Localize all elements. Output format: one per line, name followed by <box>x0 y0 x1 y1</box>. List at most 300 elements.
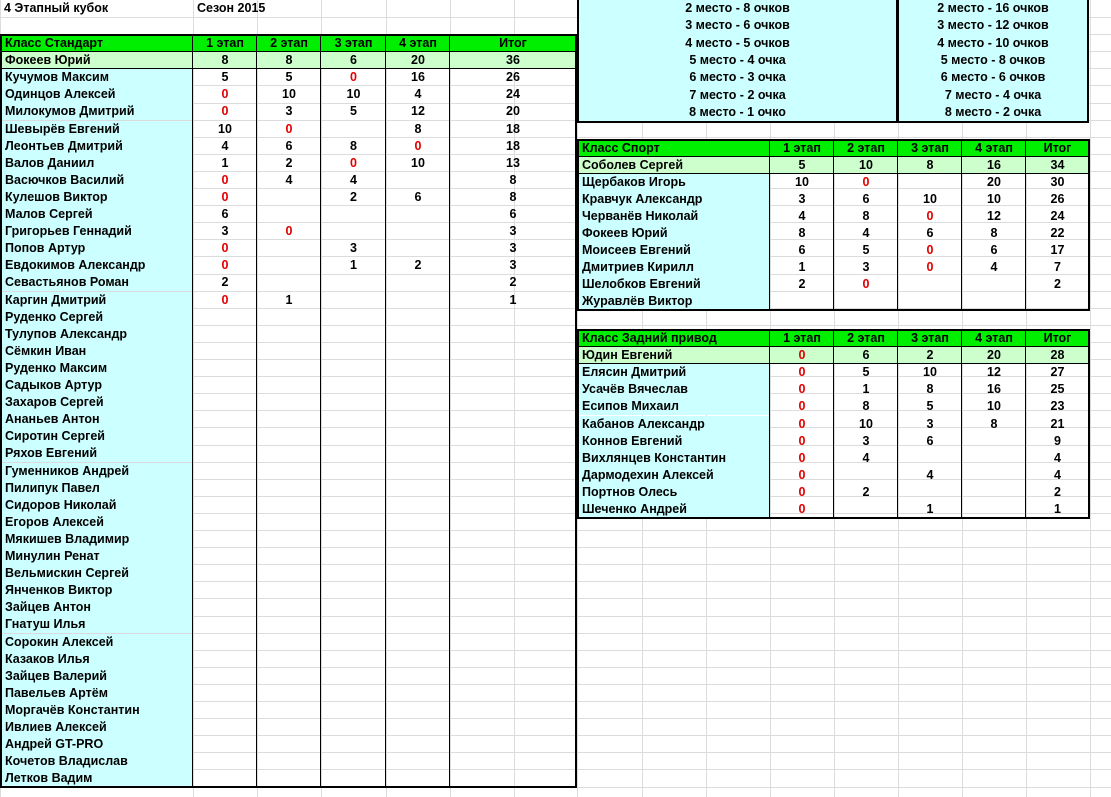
score-cell[interactable] <box>257 668 321 685</box>
score-cell[interactable] <box>386 582 450 599</box>
driver-name-cell[interactable]: Минулин Ренат <box>1 548 193 565</box>
score-cell[interactable]: 3 <box>509 241 517 256</box>
driver-name-cell[interactable]: Фокеев Юрий <box>578 225 770 242</box>
score-cell[interactable] <box>257 480 321 497</box>
score-cell[interactable] <box>450 736 576 753</box>
score-cell[interactable] <box>321 736 386 753</box>
score-cell[interactable]: 0 <box>798 365 806 380</box>
score-cell[interactable] <box>257 531 321 548</box>
score-cell[interactable] <box>386 599 450 616</box>
score-cell[interactable] <box>257 736 321 753</box>
score-cell[interactable]: 3 <box>862 433 870 448</box>
score-cell[interactable]: 3 <box>285 104 293 119</box>
score-cell[interactable]: 8 <box>257 52 321 69</box>
driver-name-cell[interactable]: Пилипук Павел <box>1 480 193 497</box>
score-cell[interactable] <box>321 599 386 616</box>
score-cell[interactable]: 5 <box>862 365 870 380</box>
score-cell[interactable] <box>321 326 386 343</box>
score-cell[interactable] <box>257 548 321 565</box>
driver-name-cell[interactable]: Есипов Михаил <box>578 398 770 415</box>
score-cell[interactable]: 10 <box>346 87 361 102</box>
driver-name-cell[interactable]: Моргачёв Константин <box>1 702 193 719</box>
score-cell[interactable]: 2 <box>509 275 517 290</box>
score-cell[interactable] <box>257 206 321 223</box>
score-cell[interactable]: 28 <box>1026 347 1089 364</box>
driver-name-cell[interactable]: Янченков Виктор <box>1 582 193 599</box>
score-cell[interactable]: 8 <box>898 157 962 174</box>
score-cell[interactable]: 0 <box>798 502 806 516</box>
score-cell[interactable]: 21 <box>1050 416 1065 431</box>
score-cell[interactable]: 10 <box>987 399 1001 414</box>
score-cell[interactable]: 20 <box>386 52 450 69</box>
score-cell[interactable] <box>257 685 321 702</box>
score-cell[interactable]: 8 <box>926 382 934 397</box>
column-header[interactable]: 1 этап <box>770 330 834 347</box>
score-cell[interactable]: 20 <box>962 347 1026 364</box>
driver-name-cell[interactable]: Сиротин Сергей <box>1 428 193 445</box>
score-cell[interactable] <box>193 445 257 462</box>
score-cell[interactable]: 6 <box>926 433 934 448</box>
score-cell[interactable]: 20 <box>506 104 520 119</box>
score-cell[interactable] <box>193 599 257 616</box>
score-cell[interactable] <box>257 326 321 343</box>
score-cell[interactable] <box>257 309 321 326</box>
score-cell[interactable] <box>450 463 576 480</box>
score-cell[interactable]: 22 <box>1050 226 1065 240</box>
score-cell[interactable] <box>386 770 450 787</box>
score-cell[interactable]: 23 <box>1050 399 1065 414</box>
score-cell[interactable] <box>321 514 386 531</box>
score-cell[interactable] <box>193 668 257 685</box>
score-cell[interactable] <box>450 514 576 531</box>
score-cell[interactable] <box>386 753 450 770</box>
score-cell[interactable]: 0 <box>350 70 357 85</box>
score-cell[interactable] <box>386 702 450 719</box>
score-cell[interactable] <box>321 531 386 548</box>
score-cell[interactable] <box>386 480 450 497</box>
score-cell[interactable] <box>193 309 257 326</box>
score-cell[interactable]: 26 <box>506 70 520 85</box>
driver-name-cell[interactable]: Юдин Евгений <box>578 347 770 364</box>
score-cell[interactable] <box>257 274 321 291</box>
score-cell[interactable]: 0 <box>926 243 934 257</box>
score-cell[interactable]: 4 <box>285 172 293 187</box>
score-cell[interactable]: 4 <box>1054 467 1061 482</box>
column-header[interactable]: 4 этап <box>962 140 1026 157</box>
score-cell[interactable] <box>898 484 962 501</box>
score-cell[interactable] <box>898 293 962 310</box>
score-cell[interactable] <box>386 326 450 343</box>
score-cell[interactable] <box>962 501 1026 518</box>
score-cell[interactable] <box>450 531 576 548</box>
score-cell[interactable]: 0 <box>798 416 806 431</box>
score-cell[interactable]: 36 <box>450 52 576 69</box>
driver-name-cell[interactable]: Вихлянцев Константин <box>578 450 770 467</box>
score-cell[interactable] <box>321 360 386 377</box>
score-cell[interactable]: 0 <box>798 450 806 465</box>
score-cell[interactable]: 0 <box>926 260 934 274</box>
score-cell[interactable]: 2 <box>221 275 229 290</box>
score-cell[interactable] <box>898 174 962 191</box>
score-cell[interactable]: 0 <box>221 292 229 307</box>
driver-name-cell[interactable]: Кучумов Максим <box>1 69 193 86</box>
score-cell[interactable] <box>193 616 257 633</box>
score-cell[interactable] <box>321 480 386 497</box>
score-cell[interactable] <box>386 651 450 668</box>
driver-name-cell[interactable]: Гнатуш Илья <box>1 616 193 633</box>
score-cell[interactable] <box>193 702 257 719</box>
score-cell[interactable] <box>257 377 321 394</box>
score-cell[interactable] <box>450 770 576 787</box>
score-cell[interactable] <box>321 651 386 668</box>
score-cell[interactable]: 10 <box>834 157 898 174</box>
score-cell[interactable]: 3 <box>798 192 806 206</box>
score-cell[interactable]: 1 <box>926 502 934 516</box>
score-cell[interactable]: 8 <box>414 121 422 136</box>
score-cell[interactable] <box>321 770 386 787</box>
column-header[interactable]: Класс Стандарт <box>1 35 193 52</box>
score-cell[interactable] <box>962 433 1026 450</box>
score-cell[interactable]: 5 <box>350 104 357 119</box>
score-cell[interactable] <box>321 497 386 514</box>
column-header[interactable]: 3 этап <box>321 35 386 52</box>
driver-name-cell[interactable]: Фокеев Юрий <box>1 52 193 69</box>
score-cell[interactable]: 0 <box>221 104 229 119</box>
score-cell[interactable] <box>450 309 576 326</box>
score-cell[interactable]: 10 <box>923 365 937 380</box>
score-cell[interactable] <box>386 719 450 736</box>
score-cell[interactable] <box>834 501 898 518</box>
driver-name-cell[interactable]: Одинцов Алексей <box>1 86 193 103</box>
score-cell[interactable]: 0 <box>221 258 229 273</box>
score-cell[interactable]: 0 <box>926 209 934 223</box>
score-cell[interactable]: 1 <box>798 260 806 274</box>
score-cell[interactable]: 8 <box>862 399 870 414</box>
score-cell[interactable] <box>257 189 321 206</box>
score-cell[interactable] <box>386 343 450 360</box>
score-cell[interactable] <box>321 309 386 326</box>
driver-name-cell[interactable]: Ивлиев Алексей <box>1 719 193 736</box>
score-cell[interactable]: 0 <box>798 484 806 499</box>
score-cell[interactable]: 5 <box>770 157 834 174</box>
score-cell[interactable]: 7 <box>1054 260 1061 274</box>
score-cell[interactable] <box>321 634 386 651</box>
score-cell[interactable] <box>386 514 450 531</box>
score-cell[interactable]: 0 <box>285 224 293 239</box>
score-cell[interactable]: 6 <box>834 347 898 364</box>
score-cell[interactable] <box>450 634 576 651</box>
driver-name-cell[interactable]: Мякишев Владимир <box>1 531 193 548</box>
score-cell[interactable]: 24 <box>506 87 520 102</box>
score-cell[interactable]: 5 <box>926 399 934 414</box>
driver-name-cell[interactable]: Зайцев Антон <box>1 599 193 616</box>
driver-name-cell[interactable]: Попов Артур <box>1 240 193 257</box>
driver-name-cell[interactable]: Кабанов Александр <box>578 416 770 433</box>
score-cell[interactable] <box>257 514 321 531</box>
score-cell[interactable] <box>386 206 450 223</box>
score-cell[interactable] <box>962 484 1026 501</box>
score-cell[interactable]: 4 <box>862 226 870 240</box>
score-cell[interactable]: 2 <box>1054 277 1061 291</box>
score-cell[interactable]: 0 <box>798 382 806 397</box>
score-cell[interactable]: 10 <box>795 175 809 189</box>
score-cell[interactable] <box>257 428 321 445</box>
score-cell[interactable]: 10 <box>987 192 1001 206</box>
score-cell[interactable] <box>193 685 257 702</box>
driver-name-cell[interactable]: Шеченко Андрей <box>578 501 770 518</box>
score-cell[interactable] <box>450 411 576 428</box>
score-cell[interactable] <box>834 293 898 310</box>
score-cell[interactable]: 12 <box>987 365 1001 380</box>
score-cell[interactable]: 1 <box>350 258 357 273</box>
score-cell[interactable]: 2 <box>862 484 870 499</box>
driver-name-cell[interactable]: Малов Сергей <box>1 206 193 223</box>
driver-name-cell[interactable]: Егоров Алексей <box>1 514 193 531</box>
driver-name-cell[interactable]: Андрей GT-PRO <box>1 736 193 753</box>
score-cell[interactable] <box>193 651 257 668</box>
score-cell[interactable] <box>257 360 321 377</box>
column-header[interactable]: 3 этап <box>898 140 962 157</box>
score-cell[interactable] <box>450 702 576 719</box>
driver-name-cell[interactable]: Сидоров Николай <box>1 497 193 514</box>
score-cell[interactable] <box>386 616 450 633</box>
score-cell[interactable] <box>962 293 1026 310</box>
driver-name-cell[interactable]: Моисеев Евгений <box>578 242 770 259</box>
score-cell[interactable]: 10 <box>282 87 296 102</box>
driver-name-cell[interactable]: Кулешов Виктор <box>1 189 193 206</box>
score-cell[interactable] <box>193 428 257 445</box>
score-cell[interactable]: 25 <box>1050 382 1065 397</box>
score-cell[interactable] <box>193 514 257 531</box>
driver-name-cell[interactable]: Вельмискин Сергей <box>1 565 193 582</box>
score-cell[interactable] <box>321 377 386 394</box>
score-cell[interactable]: 18 <box>506 138 520 153</box>
column-header[interactable]: Итог <box>1026 140 1089 157</box>
driver-name-cell[interactable]: Дармодехин Алексей <box>578 467 770 484</box>
score-cell[interactable]: 12 <box>411 104 425 119</box>
driver-name-cell[interactable]: Ряхов Евгений <box>1 445 193 462</box>
score-cell[interactable]: 3 <box>862 260 870 274</box>
score-cell[interactable] <box>257 616 321 633</box>
score-cell[interactable] <box>386 565 450 582</box>
score-cell[interactable] <box>321 685 386 702</box>
score-cell[interactable] <box>321 719 386 736</box>
score-cell[interactable] <box>321 565 386 582</box>
score-cell[interactable] <box>386 463 450 480</box>
score-cell[interactable] <box>257 719 321 736</box>
score-cell[interactable]: 3 <box>926 416 934 431</box>
score-cell[interactable]: 6 <box>321 52 386 69</box>
score-cell[interactable]: 6 <box>221 207 229 221</box>
score-cell[interactable] <box>386 274 450 291</box>
score-cell[interactable]: 6 <box>862 192 870 206</box>
score-cell[interactable] <box>386 377 450 394</box>
driver-name-cell[interactable]: Сёмкин Иван <box>1 343 193 360</box>
score-cell[interactable]: 3 <box>509 224 517 239</box>
score-cell[interactable] <box>450 343 576 360</box>
score-cell[interactable] <box>193 548 257 565</box>
score-cell[interactable]: 1 <box>285 292 293 307</box>
score-cell[interactable]: 0 <box>770 347 834 364</box>
score-cell[interactable] <box>193 565 257 582</box>
score-cell[interactable] <box>386 548 450 565</box>
score-cell[interactable] <box>962 467 1026 484</box>
score-cell[interactable] <box>257 240 321 257</box>
score-cell[interactable]: 16 <box>962 157 1026 174</box>
score-cell[interactable]: 6 <box>285 138 293 153</box>
driver-name-cell[interactable]: Ананьев Антон <box>1 411 193 428</box>
score-cell[interactable] <box>321 343 386 360</box>
score-cell[interactable]: 5 <box>221 70 229 85</box>
score-cell[interactable]: 0 <box>221 87 229 102</box>
column-header[interactable]: 1 этап <box>770 140 834 157</box>
score-cell[interactable]: 2 <box>798 277 806 291</box>
score-cell[interactable] <box>193 377 257 394</box>
score-cell[interactable]: 6 <box>926 226 934 240</box>
driver-name-cell[interactable]: Журавлёв Виктор <box>578 293 770 310</box>
score-cell[interactable]: 4 <box>1054 450 1061 465</box>
score-cell[interactable] <box>193 719 257 736</box>
score-cell[interactable]: 0 <box>798 399 806 414</box>
score-cell[interactable]: 5 <box>862 243 870 257</box>
score-cell[interactable] <box>193 753 257 770</box>
driver-name-cell[interactable]: Летков Вадим <box>1 770 193 787</box>
score-cell[interactable] <box>193 736 257 753</box>
driver-name-cell[interactable]: Захаров Сергей <box>1 394 193 411</box>
score-cell[interactable] <box>257 753 321 770</box>
score-cell[interactable] <box>321 394 386 411</box>
score-cell[interactable] <box>450 428 576 445</box>
driver-name-cell[interactable]: Портнов Олесь <box>578 484 770 501</box>
score-cell[interactable] <box>386 172 450 189</box>
score-cell[interactable] <box>257 702 321 719</box>
score-cell[interactable]: 8 <box>798 226 806 240</box>
score-cell[interactable]: 4 <box>414 87 422 102</box>
driver-name-cell[interactable]: Кочетов Владислав <box>1 753 193 770</box>
score-cell[interactable] <box>193 634 257 651</box>
driver-name-cell[interactable]: Леонтьев Дмитрий <box>1 138 193 155</box>
score-cell[interactable] <box>386 634 450 651</box>
score-cell[interactable]: 4 <box>798 209 806 223</box>
score-cell[interactable] <box>386 685 450 702</box>
score-cell[interactable]: 18 <box>506 121 520 136</box>
score-cell[interactable] <box>450 651 576 668</box>
score-cell[interactable]: 8 <box>193 52 257 69</box>
score-cell[interactable] <box>770 293 834 310</box>
score-cell[interactable] <box>257 634 321 651</box>
driver-name-cell[interactable]: Шевырёв Евгений <box>1 121 193 138</box>
score-cell[interactable] <box>321 121 386 138</box>
score-cell[interactable]: 8 <box>990 416 998 431</box>
score-cell[interactable]: 4 <box>350 172 357 187</box>
score-cell[interactable] <box>962 450 1026 467</box>
score-cell[interactable] <box>257 582 321 599</box>
driver-name-cell[interactable]: Казаков Илья <box>1 651 193 668</box>
score-cell[interactable] <box>193 394 257 411</box>
score-cell[interactable] <box>257 599 321 616</box>
score-cell[interactable] <box>450 668 576 685</box>
score-cell[interactable]: 0 <box>285 121 293 136</box>
score-cell[interactable] <box>257 394 321 411</box>
score-cell[interactable]: 3 <box>350 241 357 256</box>
score-cell[interactable]: 6 <box>990 243 998 257</box>
score-cell[interactable]: 1 <box>1054 502 1061 516</box>
score-cell[interactable] <box>450 394 576 411</box>
column-header[interactable]: Класс Спорт <box>578 140 770 157</box>
score-cell[interactable] <box>450 326 576 343</box>
score-cell[interactable] <box>321 411 386 428</box>
driver-name-cell[interactable]: Садыков Артур <box>1 377 193 394</box>
score-cell[interactable] <box>386 292 450 309</box>
score-cell[interactable] <box>450 616 576 633</box>
score-cell[interactable] <box>1026 293 1089 310</box>
score-cell[interactable] <box>193 770 257 787</box>
score-cell[interactable]: 27 <box>1050 365 1065 380</box>
score-cell[interactable] <box>386 445 450 462</box>
score-cell[interactable]: 16 <box>987 382 1001 397</box>
score-cell[interactable]: 3 <box>221 224 229 239</box>
column-header[interactable]: 1 этап <box>193 35 257 52</box>
score-cell[interactable] <box>321 548 386 565</box>
score-cell[interactable]: 8 <box>509 189 517 204</box>
column-header[interactable]: 2 этап <box>257 35 321 52</box>
score-cell[interactable] <box>193 343 257 360</box>
score-cell[interactable] <box>193 531 257 548</box>
score-cell[interactable] <box>257 411 321 428</box>
score-cell[interactable] <box>321 292 386 309</box>
score-cell[interactable]: 4 <box>926 467 934 482</box>
score-cell[interactable]: 0 <box>221 189 229 204</box>
score-cell[interactable]: 0 <box>798 433 806 448</box>
score-cell[interactable] <box>386 223 450 240</box>
score-cell[interactable] <box>193 582 257 599</box>
score-cell[interactable] <box>193 480 257 497</box>
score-cell[interactable] <box>450 480 576 497</box>
score-cell[interactable] <box>450 565 576 582</box>
score-cell[interactable] <box>450 719 576 736</box>
score-cell[interactable]: 8 <box>350 138 357 153</box>
score-cell[interactable]: 24 <box>1050 209 1065 223</box>
score-cell[interactable]: 9 <box>1054 433 1061 448</box>
score-cell[interactable]: 6 <box>798 243 806 257</box>
score-cell[interactable]: 1 <box>221 155 229 170</box>
score-cell[interactable] <box>386 668 450 685</box>
score-cell[interactable]: 1 <box>509 292 517 307</box>
score-cell[interactable] <box>321 702 386 719</box>
score-cell[interactable]: 34 <box>1026 157 1089 174</box>
score-cell[interactable]: 8 <box>509 172 517 187</box>
score-cell[interactable]: 4 <box>221 138 229 153</box>
score-cell[interactable] <box>450 497 576 514</box>
score-cell[interactable] <box>321 668 386 685</box>
score-cell[interactable]: 0 <box>862 277 870 291</box>
score-cell[interactable] <box>450 377 576 394</box>
score-cell[interactable] <box>257 565 321 582</box>
score-cell[interactable] <box>257 463 321 480</box>
score-cell[interactable] <box>386 531 450 548</box>
score-cell[interactable] <box>450 548 576 565</box>
score-cell[interactable] <box>321 428 386 445</box>
score-cell[interactable] <box>193 326 257 343</box>
score-cell[interactable]: 6 <box>509 207 517 221</box>
score-cell[interactable]: 6 <box>414 189 422 204</box>
driver-name-cell[interactable]: Дмитриев Кирилл <box>578 259 770 276</box>
score-cell[interactable] <box>386 240 450 257</box>
column-header[interactable]: Класс Задний привод <box>578 330 770 347</box>
score-cell[interactable]: 10 <box>411 155 425 170</box>
score-cell[interactable]: 4 <box>990 260 998 274</box>
driver-name-cell[interactable]: Руденко Сергей <box>1 309 193 326</box>
